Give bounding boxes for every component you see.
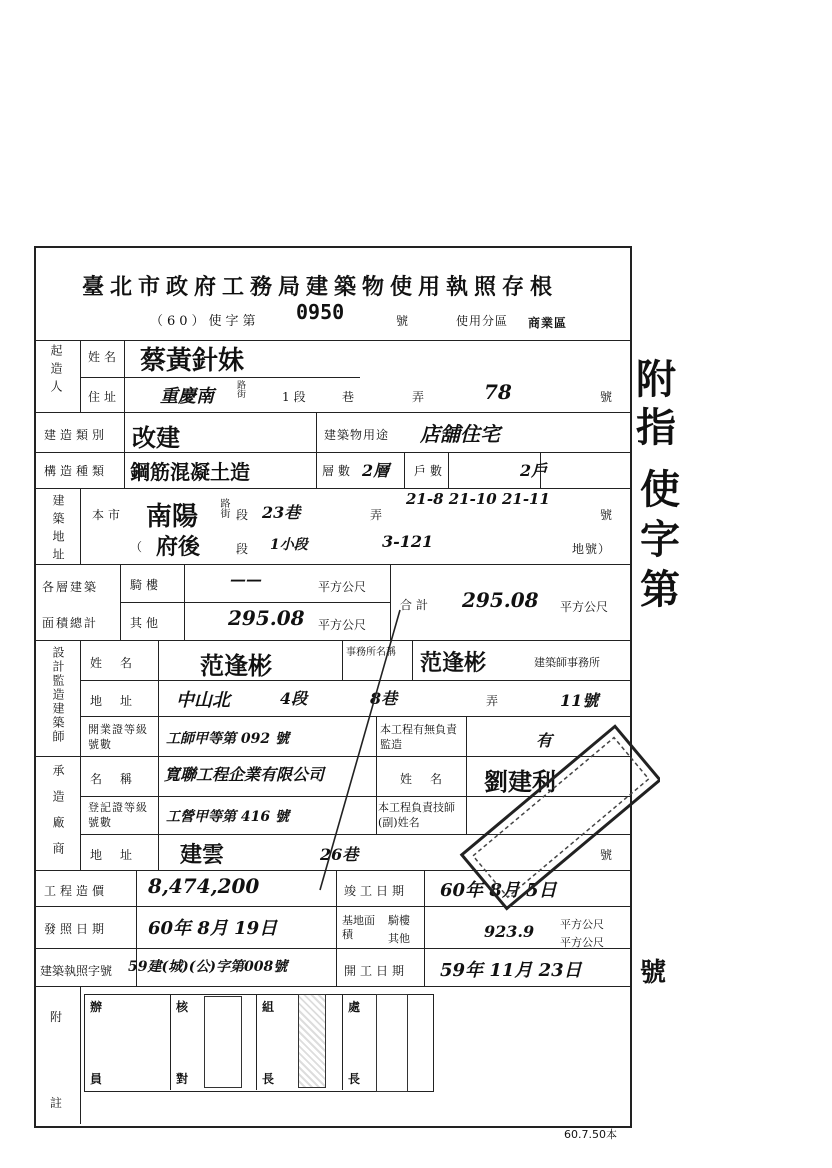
applicant-address-street: 重慶南: [160, 386, 214, 407]
start-value: 59年 11月 23日: [440, 960, 582, 981]
zone-value: 商業區: [528, 316, 568, 330]
designer-addr-road: 中山北: [176, 690, 230, 711]
address-number: 78: [484, 380, 512, 404]
designer-addr-section: 4段: [280, 689, 308, 708]
address-section: 1段: [282, 390, 310, 404]
footer-print-note: 60.7.50本: [564, 1128, 617, 1141]
sign-box-label: 辦: [90, 1000, 107, 1014]
site-road: 南陽: [146, 502, 199, 532]
diagonal-stamp: [440, 700, 660, 940]
seal-stamp: [204, 996, 242, 1088]
site-lot-section: 段: [236, 542, 253, 556]
site-city: 本市: [92, 508, 125, 522]
side-char: 附: [636, 356, 676, 403]
site-area-label: 基地面積: [342, 914, 375, 941]
area-group-bottom: 面積總計: [42, 616, 99, 630]
total-value: 295.08: [462, 588, 539, 612]
contractor-reg-value: 工營甲等第 416 號: [166, 809, 289, 825]
reg-value: 工師甲等第 092 號: [166, 731, 289, 747]
name-label: 姓名: [88, 350, 121, 364]
site-road-unit: 路街: [218, 498, 229, 518]
applicant-group-label: 起造人: [49, 344, 63, 398]
zone-label: 使用分區: [456, 314, 509, 328]
sign-box-label: 核: [176, 1000, 193, 1014]
side-char: 字: [640, 516, 680, 563]
contractor-reg-label: 登記證等級號數: [88, 801, 148, 829]
use-value: 店舖住宅: [420, 422, 500, 446]
site-lot-number: 3-121: [382, 532, 434, 551]
area-unit: 平方公尺: [560, 600, 609, 614]
sign-box-bottom: 長: [262, 1072, 279, 1086]
permit-value: 59建(城)(公)字第008號: [128, 959, 288, 975]
license-number: 0950: [296, 300, 345, 324]
notes-label: 註: [50, 1096, 67, 1110]
sign-box-label: 處: [348, 1000, 365, 1014]
structure-label: 構造種類: [44, 464, 109, 478]
units-value: 2戶: [520, 461, 548, 480]
permit-label: 建築執照字號: [40, 964, 113, 978]
site-alley: 弄: [370, 508, 387, 522]
area-group-top: 各層建築: [42, 580, 99, 594]
completion-value: 60年 8月 5日: [440, 880, 557, 901]
office-label: 事務所名稱: [346, 647, 396, 658]
cost-label: 工程造價: [44, 884, 109, 898]
sign-box-bottom: 員: [90, 1072, 107, 1086]
floors-value: 2層: [362, 461, 390, 480]
building-type-label: 建造類別: [44, 428, 109, 442]
cost-value: 8,474,200: [148, 874, 260, 898]
floors-label: 層數: [322, 464, 355, 478]
area-unit: 平方公尺: [318, 580, 367, 594]
form-title: 臺北市政府工務局建築物使用執照存根: [82, 274, 559, 300]
site-section: 段: [236, 508, 253, 522]
designer-addr-no: 11號: [560, 691, 599, 710]
license-suffix: 號: [396, 314, 413, 328]
site-lane: 23巷: [262, 503, 301, 522]
issue-label: 發照日期: [44, 922, 109, 936]
completion-label: 竣工日期: [344, 884, 409, 898]
contractor-name-label: 名稱: [90, 772, 151, 786]
contractor-addr-road: 建雲: [180, 842, 225, 868]
other-label: 其他: [130, 616, 163, 630]
site-lot-district: 府後: [156, 534, 201, 560]
side-char: 號: [640, 958, 667, 988]
contractor-addr-label: 地址: [90, 848, 151, 862]
sign-box-label: 組: [262, 1000, 279, 1014]
year-prefix: （60）使字第: [150, 314, 260, 329]
side-char: 使: [640, 466, 680, 513]
address-road-unit: 路街: [235, 380, 245, 398]
use-label: 建築物用途: [324, 428, 390, 442]
site-number: 21-8 21-10 21-11: [406, 490, 550, 508]
area-unit: 平方公尺: [560, 918, 604, 931]
reg-label: 開業證等級號數: [88, 723, 148, 751]
site-area-other: 其他: [388, 932, 410, 945]
contractor-group-label: 承造廠商: [51, 764, 65, 868]
site-area-arcade: 騎樓: [388, 914, 410, 927]
issue-value: 60年 8月 19日: [148, 918, 278, 939]
site-area-value: 923.9: [484, 922, 535, 941]
site-hao: 號: [600, 508, 617, 522]
address-lane: 巷: [342, 390, 359, 404]
designer-addr-lane: 8巷: [370, 689, 398, 708]
designer-group-label: 設計監造建築師: [51, 646, 65, 744]
seal-stamp: [298, 994, 326, 1088]
contractor-person-label: 姓名: [400, 772, 461, 786]
address-alley: 弄: [412, 390, 429, 404]
site-lot-paren: （: [130, 540, 147, 554]
structure-value: 鋼筋混凝土造: [130, 460, 250, 484]
office-suffix: 建築師事務所: [534, 656, 600, 669]
site-lot-sub: 1小段: [270, 537, 308, 553]
designer-name: 范逢彬: [200, 651, 272, 680]
start-label: 開工日期: [344, 964, 409, 978]
site-group-label: 建築地址: [51, 494, 65, 566]
address-label: 住址: [88, 390, 121, 404]
site-lot-suffix: 地號）: [572, 542, 612, 556]
contractor-addr-hao: 號: [600, 848, 617, 862]
resp-label: 本工程有無負責監造: [380, 723, 457, 751]
engineer-label: 本工程負責技師(副)姓名: [378, 801, 455, 829]
seal-stamp: [376, 994, 408, 1092]
area-unit: 平方公尺: [318, 618, 367, 632]
address-hao: 號: [600, 390, 617, 404]
arcade-value: ——: [230, 570, 262, 589]
area-unit: 平方公尺: [560, 936, 604, 949]
side-char: 第: [640, 566, 680, 613]
building-type-value: 改建: [132, 423, 180, 452]
pen-strokes: [300, 600, 420, 900]
designer-addr-alley: 弄: [486, 694, 503, 708]
sign-box-bottom: 長: [348, 1072, 365, 1086]
office-name: 范逢彬: [420, 650, 487, 676]
designer-name-label: 姓名: [90, 656, 151, 670]
sign-box-bottom: 對: [176, 1072, 193, 1086]
other-value: 295.08: [228, 606, 305, 630]
resp-value: 有: [536, 731, 553, 750]
notes-label: 附: [50, 1010, 67, 1024]
applicant-name: 蔡黃針妹: [140, 346, 245, 376]
side-char: 指: [636, 404, 676, 451]
contractor-person: 劉建利: [484, 767, 556, 796]
contractor-name: 寬聯工程企業有限公司: [164, 765, 325, 784]
designer-addr-label: 地址: [90, 694, 151, 708]
arcade-label: 騎樓: [130, 578, 163, 592]
total-label: 合計: [400, 598, 433, 612]
contractor-addr-no: 26巷: [320, 845, 359, 864]
units-label: 戶數: [414, 464, 447, 478]
